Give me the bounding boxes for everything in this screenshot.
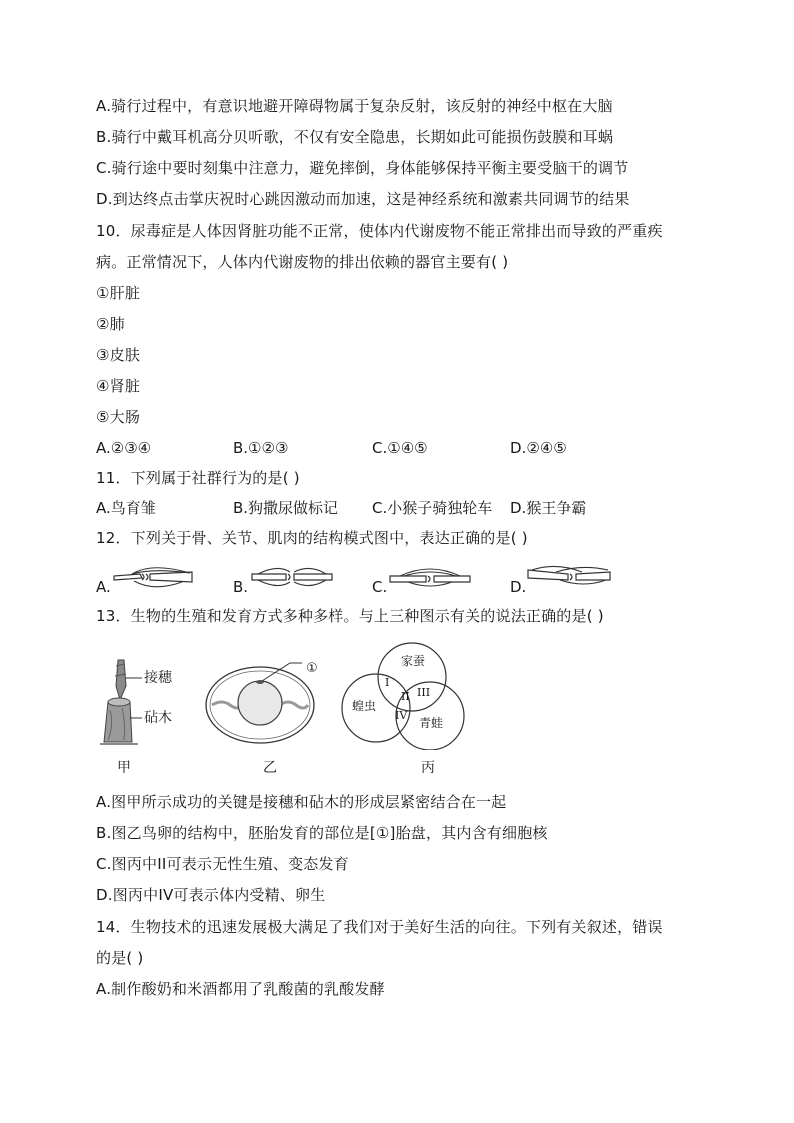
- q11-option-a: A.鸟育雏: [96, 499, 156, 517]
- scion-label: 接穗: [144, 670, 172, 686]
- q9-option-b: B.骑行中戴耳机高分贝听歌，不仅有安全隐患，长期如此可能损伤鼓膜和耳蜗: [96, 128, 614, 146]
- q10-option-c: C.①④⑤: [372, 439, 428, 457]
- q10-option-b: B.①②③: [233, 439, 289, 457]
- venn-region-4: IV: [395, 709, 408, 722]
- venn-frog-label: 青蛙: [419, 716, 444, 730]
- q10-item-2: ②肺: [96, 315, 125, 333]
- q12-option-c-label: C.: [372, 578, 388, 596]
- q10-option-a: A.②③④: [96, 439, 152, 457]
- q10-item-5: ⑤大肠: [96, 408, 141, 426]
- q14-stem-line1: 14．生物技术的迅速发展极大满足了我们对于美好生活的向往。下列有关叙述，错误: [96, 918, 663, 936]
- caption-jia: 甲: [117, 760, 131, 776]
- venn-locust-label: 蝗虫: [352, 699, 377, 713]
- q10-item-1: ①肝脏: [96, 284, 141, 302]
- q12-option-b-label: B.: [233, 578, 249, 596]
- q9-option-c: C.骑行途中要时刻集中注意力，避免摔倒，身体能够保持平衡主要受脑干的调节: [96, 159, 629, 177]
- q9-option-d: D.到达终点击掌庆祝时心跳因激动而加速，这是神经系统和激素共同调节的结果: [96, 190, 630, 208]
- q13-option-c: C.图丙中II可表示无性生殖、变态发育: [96, 855, 349, 873]
- q14-stem-line2: 的是( ): [96, 949, 144, 967]
- q12-figure-b: [250, 564, 334, 590]
- q13-option-d: D.图丙中IV可表示体内受精、卵生: [96, 886, 326, 904]
- caption-bing: 丙: [421, 760, 435, 776]
- venn-region-2: II: [401, 690, 410, 703]
- q12-option-d-label: D.: [510, 578, 527, 596]
- q10-stem-line1: 10．尿毒症是人体因肾脏功能不正常，使体内代谢废物不能正常排出而导致的严重疾: [96, 222, 663, 240]
- venn-region-3: III: [417, 686, 431, 699]
- venn-region-1: I: [385, 676, 390, 689]
- q10-stem-line2: 病。正常情况下，人体内代谢废物的排出依赖的器官主要有( ): [96, 253, 509, 271]
- q11-option-b: B.狗撒尿做标记: [233, 499, 339, 517]
- q9-option-a: A.骑行过程中，有意识地避开障碍物属于复杂反射，该反射的神经中枢在大脑: [96, 97, 613, 115]
- q11-stem: 11．下列属于社群行为的是( ): [96, 469, 300, 487]
- q12-stem: 12．下列关于骨、关节、肌肉的结构模式图中，表达正确的是( ): [96, 529, 528, 547]
- q12-figure-a: [112, 564, 196, 590]
- q13-option-a: A.图甲所示成功的关键是接穗和砧木的形成层紧密结合在一起: [96, 793, 507, 811]
- stock-label: 砧木: [144, 710, 172, 726]
- q10-item-3: ③皮肤: [96, 346, 141, 364]
- q12-option-a-label: A.: [96, 578, 111, 596]
- caption-yi: 乙: [263, 760, 277, 776]
- q11-option-d: D.猴王争霸: [510, 499, 587, 517]
- q10-option-d: D.②④⑤: [510, 439, 567, 457]
- venn-silkworm-label: 家蚕: [401, 654, 426, 668]
- q14-option-a: A.制作酸奶和米酒都用了乳酸菌的乳酸发酵: [96, 980, 385, 998]
- q10-item-4: ④肾脏: [96, 377, 141, 395]
- q13-option-b: B.图乙鸟卵的结构中，胚胎发育的部位是[①]胎盘，其内含有细胞核: [96, 824, 548, 842]
- q12-figure-c: [388, 564, 472, 590]
- q13-stem: 13．生物的生殖和发育方式多种多样。与上三种图示有关的说法正确的是( ): [96, 607, 604, 625]
- q12-figure-d: [526, 562, 612, 588]
- marker-1-label: ①: [306, 661, 318, 676]
- q11-option-c: C.小猴子骑独轮车: [372, 499, 493, 517]
- q13-figure-jia-grafting: [96, 656, 186, 748]
